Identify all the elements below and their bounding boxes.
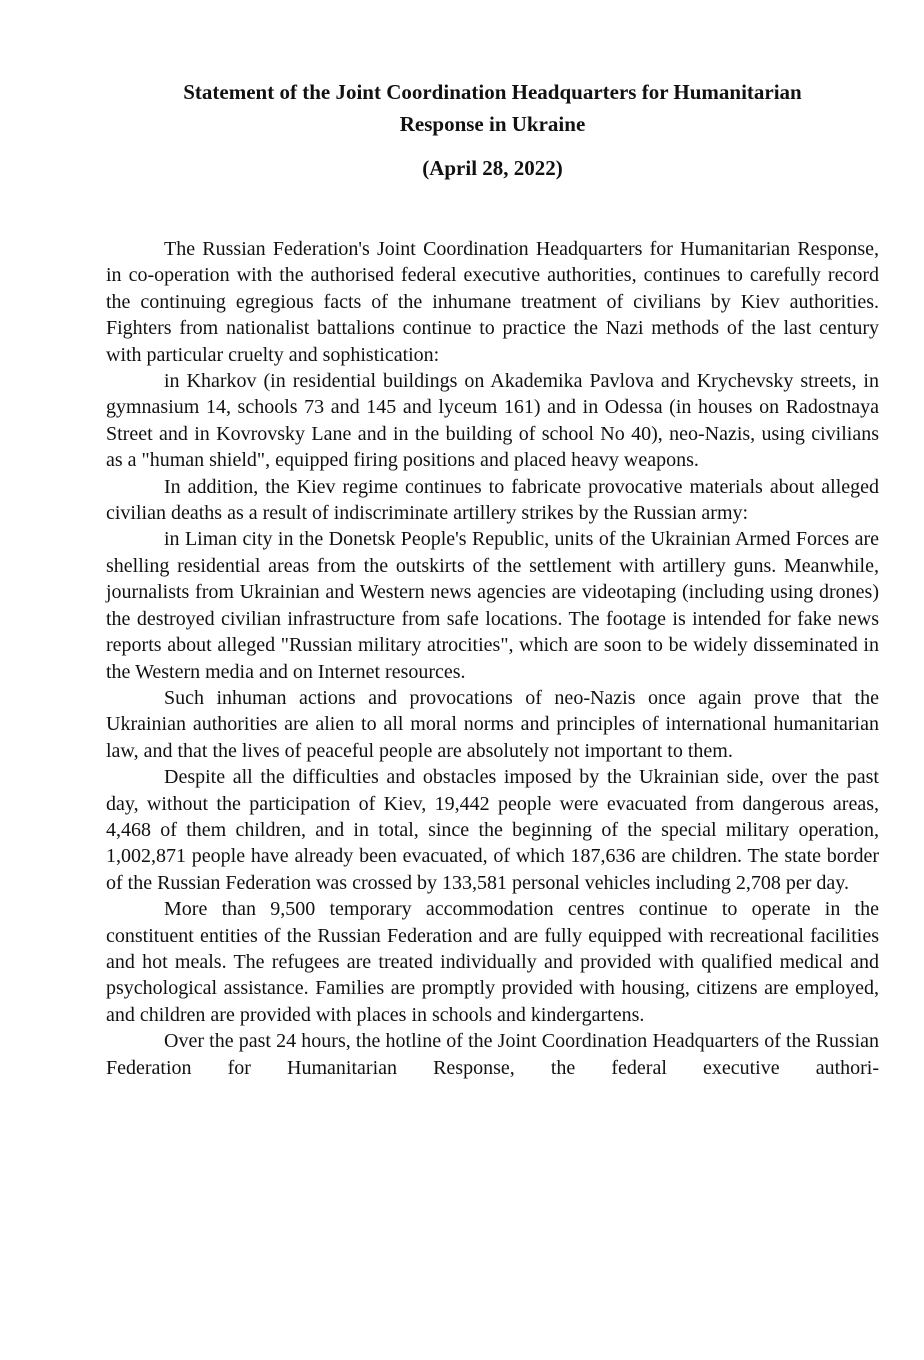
paragraph: in Kharkov (in residential buildings on Akademika Pavlova and Krychevsky streets, in gymnasium 14, schools 73 and 145 and lyceum 161) and in Odessa (in houses on Radostnaya Street and in Kovrovsky Lane and in the building of school No 40), neo-Nazis, using civilians as a "human shield", equipped firing positions and placed heavy weapons. [106,370,879,472]
paragraph: in Liman city in the Donetsk People's Republic, units of the Ukrainian Armed Forces are shelling residential areas from the outskirts of the settlement with artillery guns. Meanwhile, journalists from Ukrainian and Western news agencies are videotaping (including using drones) the destroyed civilian infrastructure from safe locations. The footage is intended for fake news reports about alleged "Russian military atrocities", which are soon to be widely disseminated in the Western media and on Internet resources. [106,528,879,683]
document-body [106,236,879,1081]
paragraph: Despite all the difficulties and obstacles imposed by the Ukrainian side, over the past day, without the participation of Kiev, 19,442 people were evacuated from dangerous areas, 4,468 of them children, and in total, since the beginning of the special military operation, 1,002,871 people have already been evacuated, of which 187,636 are children. The state border of the Russian Federation was crossed by 133,581 personal vehicles including 2,708 per day. [106,766,879,894]
paragraph: More than 9,500 temporary accommodation centres continue to operate in the constituent entities of the Russian Federation and are fully equipped with recreational facilities and hot meals. The refugees are treated individually and provided with qualified medical and psychological assistance. Families are promptly provided with housing, citizens are employed, and children are provided with places in schools and kindergartens. [106,898,879,1026]
document-page [106,76,879,1081]
paragraph: In addition, the Kiev regime continues to fabricate provocative materials about alleged civilian deaths as a result of indiscriminate artillery strikes by the Russian army: [106,475,879,525]
document-title: Statement of the Joint Coordination Headquarters for Humanitarian Response in Ukraine [183,80,802,136]
document-date: (April 28, 2022) [422,156,563,180]
paragraph: Over the past 24 hours, the hotline of the Joint Coordination Headquarters of the Russian Federation for Humanitarian Response, the federal executive authori- [106,1030,879,1079]
paragraph: Such inhuman actions and provocations of neo-Nazis once again prove that the Ukrainian authorities are alien to all moral norms and principles of international humanitarian law, and that the lives of peaceful people are absolutely not important to them. [106,686,879,762]
paragraph: The Russian Federation's Joint Coordination Headquarters for Humanitarian Response, in co-operation with the authorised federal executive authorities, continues to carefully record the continuing egregious facts of the inhumane treatment of civilians by Kiev authorities. Fighters from nationalist battalions continue to practice the Nazi methods of the last century with particular cruelty and sophistication: [106,238,879,366]
